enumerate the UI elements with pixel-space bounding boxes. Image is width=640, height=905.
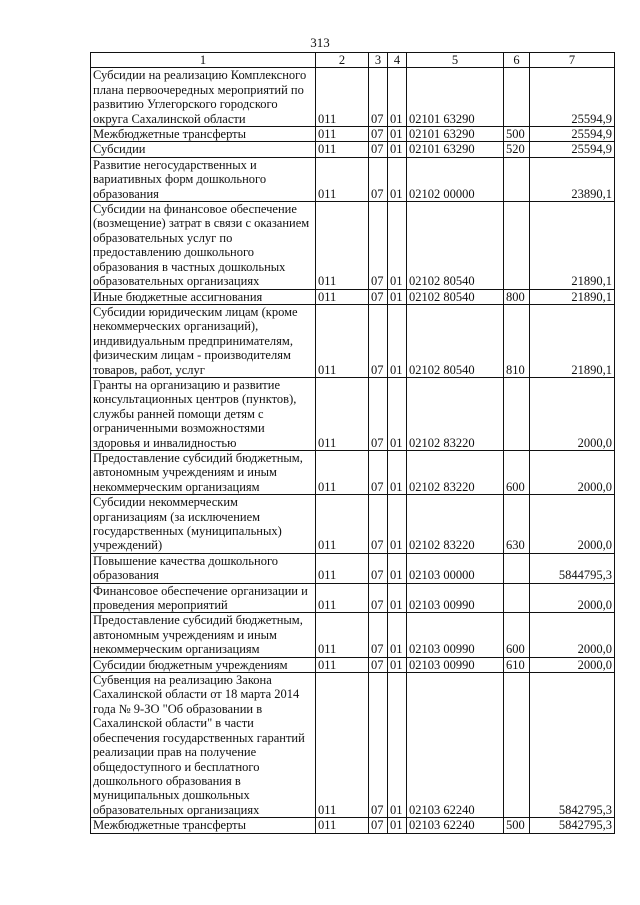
section-code-cell: 07 <box>369 157 388 201</box>
amount-cell: 2000,0 <box>530 450 615 494</box>
target-article-cell: 02103 00990 <box>407 613 504 657</box>
item-name-cell: Субсидии бюджетным учреждениям <box>91 657 316 672</box>
section-code-cell: 07 <box>369 583 388 613</box>
expense-type-cell <box>504 673 530 818</box>
header-row <box>91 53 615 68</box>
ministry-code-cell: 011 <box>316 127 369 142</box>
ministry-code-cell: 011 <box>316 553 369 583</box>
ministry-code-cell: 011 <box>316 377 369 450</box>
item-name-cell: Субсидии юридическим лицам (кроме некоммерческих организаций), индивидуальным предпринимателям, физическим лицам - производителям товаров, работ, услуг <box>91 304 316 377</box>
item-name-cell: Повышение качества дошкольного образования <box>91 553 316 583</box>
budget-table <box>90 52 615 834</box>
table-row <box>91 673 615 818</box>
amount-cell: 2000,0 <box>530 583 615 613</box>
table-row <box>91 583 615 613</box>
item-name-cell: Межбюджетные трансферты <box>91 818 316 833</box>
target-article-cell: 02103 62240 <box>407 673 504 818</box>
expense-type-cell <box>504 157 530 201</box>
table-row <box>91 304 615 377</box>
target-article-cell: 02102 83220 <box>407 495 504 554</box>
table-row <box>91 289 615 304</box>
expense-type-cell <box>504 553 530 583</box>
expense-type-cell: 610 <box>504 657 530 672</box>
ministry-code-cell: 011 <box>316 673 369 818</box>
amount-cell: 23890,1 <box>530 157 615 201</box>
target-article-cell: 02101 63290 <box>407 127 504 142</box>
item-name-cell: Субсидии на реализацию Комплексного плана первоочередных мероприятий по развитию Углегорского городского округа Сахалинской области <box>91 68 316 127</box>
target-article-cell: 02103 00000 <box>407 553 504 583</box>
item-name-cell: Субвенция на реализацию Закона Сахалинской области от 18 марта 2014 года № 9-ЗО "Об образовании в Сахалинской области" в части обеспечения государственных гарантий реализации прав на получение общедоступного и бесплатного дошкольного образования в муниципальных дошкольных образовательных организациях <box>91 673 316 818</box>
column-header-3: 3 <box>369 53 388 68</box>
target-article-cell: 02102 80540 <box>407 202 504 289</box>
expense-type-cell <box>504 583 530 613</box>
ministry-code-cell: 011 <box>316 142 369 157</box>
column-header-4: 4 <box>388 53 407 68</box>
amount-cell: 2000,0 <box>530 613 615 657</box>
amount-cell: 2000,0 <box>530 495 615 554</box>
expense-type-cell: 810 <box>504 304 530 377</box>
item-name-cell: Гранты на организацию и развитие консультационных центров (пунктов), службы ранней помощи детям с ограниченными возможностями здоровья и инвалидностью <box>91 377 316 450</box>
section-code-cell: 07 <box>369 202 388 289</box>
ministry-code-cell: 011 <box>316 450 369 494</box>
table-row <box>91 613 615 657</box>
target-article-cell: 02102 00000 <box>407 157 504 201</box>
section-code-cell: 07 <box>369 673 388 818</box>
subsection-code-cell: 01 <box>388 127 407 142</box>
item-name-cell: Развитие негосударственных и вариативных форм дошкольного образования <box>91 157 316 201</box>
section-code-cell: 07 <box>369 657 388 672</box>
column-header-7: 7 <box>530 53 615 68</box>
ministry-code-cell: 011 <box>316 818 369 833</box>
section-code-cell: 07 <box>369 304 388 377</box>
subsection-code-cell: 01 <box>388 673 407 818</box>
subsection-code-cell: 01 <box>388 818 407 833</box>
ministry-code-cell: 011 <box>316 202 369 289</box>
expense-type-cell: 600 <box>504 613 530 657</box>
table-row <box>91 157 615 201</box>
ministry-code-cell: 011 <box>316 583 369 613</box>
item-name-cell: Субсидии на финансовое обеспечение (возмещение) затрат в связи с оказанием образовательных услуг по предоставлению дошкольного образования в частных дошкольных образовательных организациях <box>91 202 316 289</box>
table-row <box>91 818 615 833</box>
table-row <box>91 68 615 127</box>
item-name-cell: Финансовое обеспечение организации и проведения мероприятий <box>91 583 316 613</box>
expense-type-cell: 800 <box>504 289 530 304</box>
amount-cell: 2000,0 <box>530 377 615 450</box>
column-header-1: 1 <box>91 53 316 68</box>
section-code-cell: 07 <box>369 818 388 833</box>
item-name-cell: Субсидии <box>91 142 316 157</box>
target-article-cell: 02103 00990 <box>407 583 504 613</box>
page-number: 313 <box>310 35 330 50</box>
column-header-6: 6 <box>504 53 530 68</box>
amount-cell: 5842795,3 <box>530 673 615 818</box>
subsection-code-cell: 01 <box>388 304 407 377</box>
subsection-code-cell: 01 <box>388 202 407 289</box>
section-code-cell: 07 <box>369 377 388 450</box>
ministry-code-cell: 011 <box>316 495 369 554</box>
amount-cell: 2000,0 <box>530 657 615 672</box>
expense-type-cell <box>504 202 530 289</box>
table-row <box>91 127 615 142</box>
target-article-cell: 02103 62240 <box>407 818 504 833</box>
amount-cell: 5844795,3 <box>530 553 615 583</box>
expense-type-cell <box>504 68 530 127</box>
target-article-cell: 02101 63290 <box>407 142 504 157</box>
expense-type-cell: 500 <box>504 127 530 142</box>
amount-cell: 25594,9 <box>530 68 615 127</box>
subsection-code-cell: 01 <box>388 142 407 157</box>
section-code-cell: 07 <box>369 450 388 494</box>
subsection-code-cell: 01 <box>388 495 407 554</box>
target-article-cell: 02102 80540 <box>407 304 504 377</box>
expense-type-cell: 600 <box>504 450 530 494</box>
subsection-code-cell: 01 <box>388 68 407 127</box>
expense-type-cell: 520 <box>504 142 530 157</box>
amount-cell: 21890,1 <box>530 202 615 289</box>
ministry-code-cell: 011 <box>316 68 369 127</box>
subsection-code-cell: 01 <box>388 289 407 304</box>
subsection-code-cell: 01 <box>388 583 407 613</box>
target-article-cell: 02103 00990 <box>407 657 504 672</box>
item-name-cell: Иные бюджетные ассигнования <box>91 289 316 304</box>
target-article-cell: 02102 80540 <box>407 289 504 304</box>
section-code-cell: 07 <box>369 68 388 127</box>
expense-type-cell <box>504 377 530 450</box>
subsection-code-cell: 01 <box>388 613 407 657</box>
ministry-code-cell: 011 <box>316 157 369 201</box>
table-row <box>91 657 615 672</box>
item-name-cell: Предоставление субсидий бюджетным, автономным учреждениям и иным некоммерческим организациям <box>91 613 316 657</box>
section-code-cell: 07 <box>369 142 388 157</box>
target-article-cell: 02102 83220 <box>407 377 504 450</box>
expense-type-cell: 630 <box>504 495 530 554</box>
column-header-2: 2 <box>316 53 369 68</box>
expense-type-cell: 500 <box>504 818 530 833</box>
ministry-code-cell: 011 <box>316 304 369 377</box>
section-code-cell: 07 <box>369 613 388 657</box>
section-code-cell: 07 <box>369 127 388 142</box>
ministry-code-cell: 011 <box>316 289 369 304</box>
column-header-5: 5 <box>407 53 504 68</box>
target-article-cell: 02102 83220 <box>407 450 504 494</box>
table-row <box>91 377 615 450</box>
subsection-code-cell: 01 <box>388 157 407 201</box>
amount-cell: 25594,9 <box>530 142 615 157</box>
ministry-code-cell: 011 <box>316 657 369 672</box>
table-body <box>91 68 615 833</box>
subsection-code-cell: 01 <box>388 657 407 672</box>
section-code-cell: 07 <box>369 289 388 304</box>
subsection-code-cell: 01 <box>388 450 407 494</box>
section-code-cell: 07 <box>369 553 388 583</box>
item-name-cell: Субсидии некоммерческим организациям (за исключением государственных (муниципальных) учреждений) <box>91 495 316 554</box>
amount-cell: 5842795,3 <box>530 818 615 833</box>
table-row <box>91 450 615 494</box>
amount-cell: 25594,9 <box>530 127 615 142</box>
table-row <box>91 495 615 554</box>
table-row <box>91 142 615 157</box>
amount-cell: 21890,1 <box>530 289 615 304</box>
item-name-cell: Межбюджетные трансферты <box>91 127 316 142</box>
subsection-code-cell: 01 <box>388 377 407 450</box>
table-row <box>91 202 615 289</box>
subsection-code-cell: 01 <box>388 553 407 583</box>
target-article-cell: 02101 63290 <box>407 68 504 127</box>
section-code-cell: 07 <box>369 495 388 554</box>
item-name-cell: Предоставление субсидий бюджетным, автономным учреждениям и иным некоммерческим организациям <box>91 450 316 494</box>
table-row <box>91 553 615 583</box>
ministry-code-cell: 011 <box>316 613 369 657</box>
amount-cell: 21890,1 <box>530 304 615 377</box>
